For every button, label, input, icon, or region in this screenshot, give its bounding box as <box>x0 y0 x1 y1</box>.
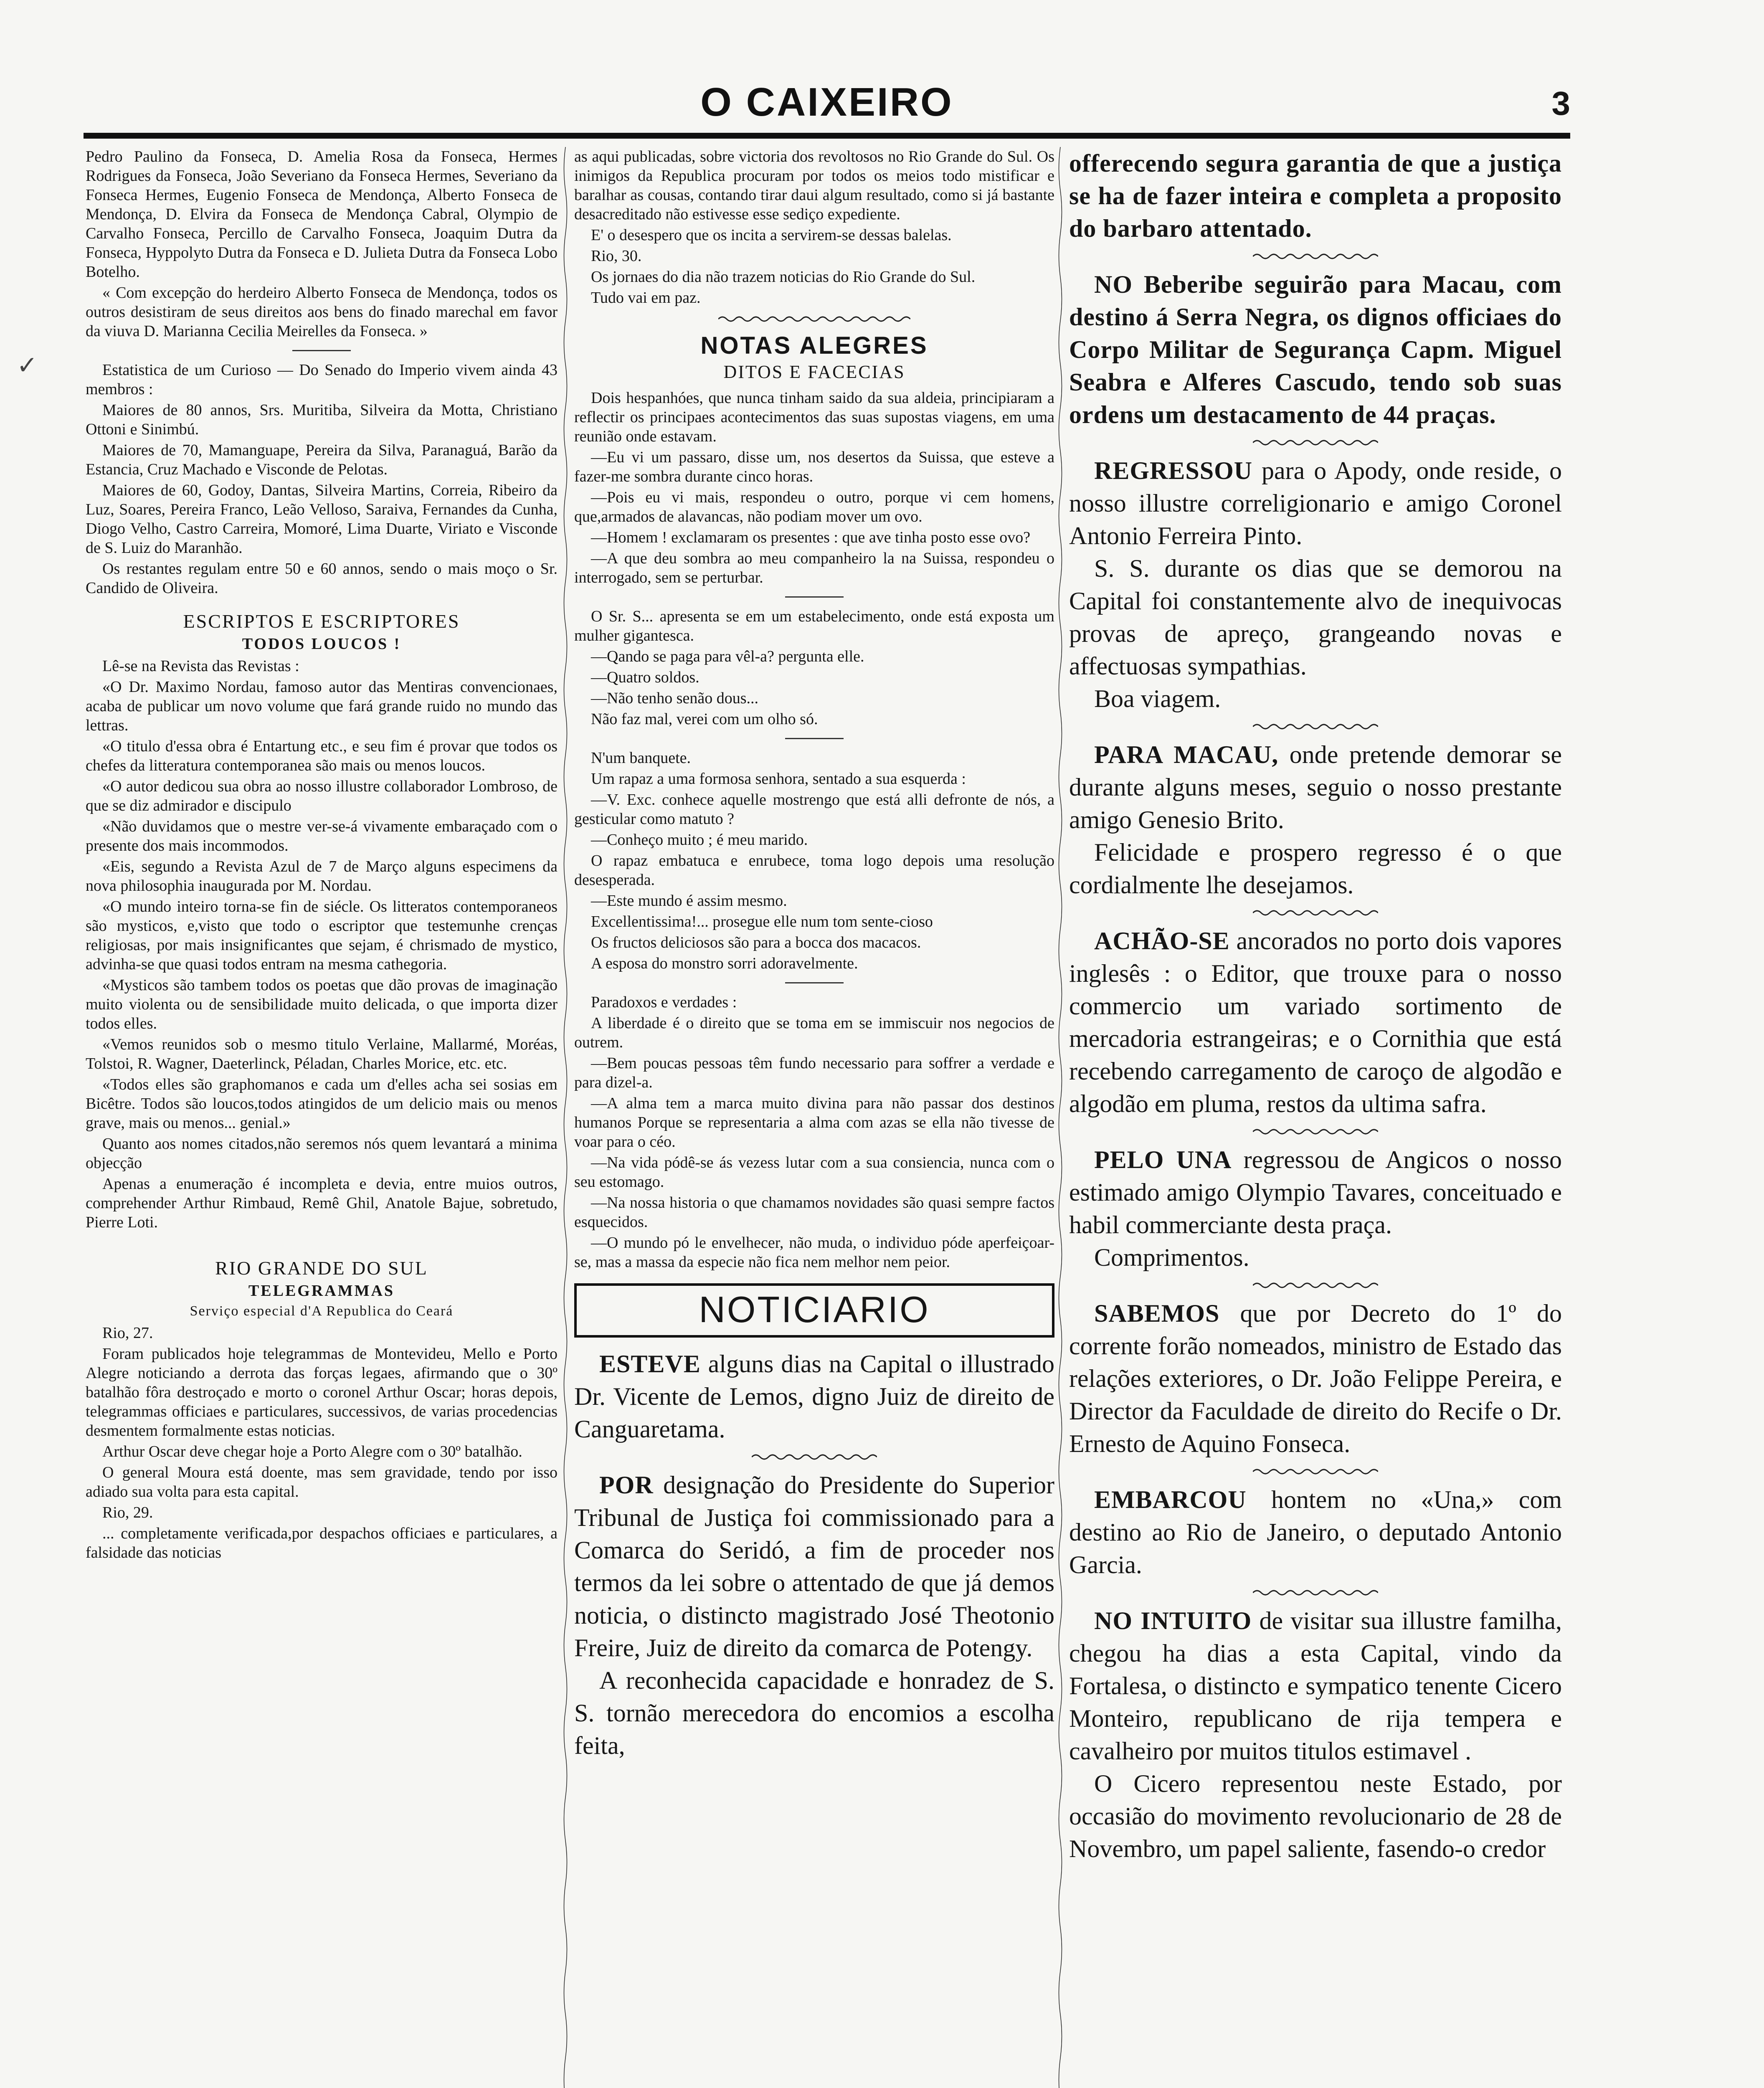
paragraph: Maiores de 70, Mamanguape, Pereira da Silva, Paranaguá, Barão da Estancia, Cruz Machado e Visconde de Pelotas. <box>86 441 558 478</box>
news-lead: PARA MACAU, <box>1094 741 1279 768</box>
news-text: alguns dias na Capital o illustrado Dr. Vicente de Lemos, digno Juiz de direito de Canguaretama. <box>574 1350 1054 1443</box>
news-item: Comprimentos. <box>1094 1244 1250 1271</box>
news-lead: ESTEVE <box>599 1350 701 1378</box>
dateline: Rio, 27. <box>102 1324 153 1342</box>
news-text: que por Decreto do 1º do corrente forão nomeados, ministro de Estado das relações exteriores, o Dr. João Felippe Pereira, e Director da Faculdade de direito do Recife o Dr. Ernesto de Aquino Fonseca. <box>1069 1300 1562 1457</box>
wavy-divider <box>1253 1128 1378 1136</box>
news-text: seguirão para Macau, com destino á Serra Negra, os dignos officiaes do Corpo Militar de Segurança Capm. Miguel Seabra e Alferes Cascudo, tendo sob suas ordens um destacamento de 44 praças. <box>1069 271 1562 428</box>
news-item <box>1069 1297 1562 1460</box>
paragraph: A esposa do monstro sorri adoravelmente. <box>591 955 858 972</box>
news-item <box>1069 738 1562 836</box>
paragraph: Os jornaes do dia não trazem noticias do Rio Grande do Sul. <box>591 268 976 286</box>
news-item <box>1069 454 1562 552</box>
paragraph: Paradoxos e verdades : <box>591 993 737 1011</box>
column-separator <box>1057 147 1064 2088</box>
paragraph: —A que deu sombra ao meu companheiro la na Suissa, respondeu o interrogado, sem se perturbar. <box>574 550 1054 586</box>
paragraph: «O titulo d'essa obra é Entartung etc., e seu fim é provar que todos os chefes da litteratura contemporanea são mais ou menos loucos. <box>86 737 558 774</box>
masthead: O CAIXEIRO <box>700 80 953 124</box>
column-1 <box>86 147 558 2088</box>
column-separator <box>562 147 569 2088</box>
dateline: Rio, 30. <box>591 247 642 265</box>
news-lead: PELO UNA <box>1094 1146 1232 1173</box>
section-subheading: TELEGRAMMAS <box>248 1282 395 1300</box>
paragraph: —Eu vi um passaro, disse um, nos desertos da Suissa, que esteve a fazer-me sombra durante cinco horas. <box>574 449 1054 485</box>
paragraph: N'um banquete. <box>591 749 691 767</box>
news-text: hontem no «Una,» com destino ao Rio de Janeiro, o deputado Antonio Garcia. <box>1069 1486 1562 1579</box>
paragraph: ... completamente verificada,por despachos officiaes e particulares, a falsidade das noticias <box>86 1525 558 1561</box>
paragraph: « Com excepção do herdeiro Alberto Fonseca de Mendonça, todos os outros desistiram de seus direitos aos bens do finado marechal em favor da viuva D. Marianna Cecilia Meirelles da Fonseca. » <box>86 284 558 340</box>
section-note: Serviço especial d'A Republica do Ceará <box>190 1303 454 1319</box>
paragraph: Dois hespanhóes, que nunca tinham saido da sua aldeia, principiaram a reflectir os principaes acontecimentos das suas supostas viagens, em uma reunião onde estavam. <box>574 389 1054 445</box>
news-lead: POR <box>599 1471 654 1499</box>
paragraph: Não faz mal, verei com um olho só. <box>591 710 818 728</box>
wavy-divider <box>1253 909 1378 917</box>
news-item: Felicidade e prospero regresso é o que cordialmente lhe desejamos. <box>1069 839 1562 899</box>
news-item <box>574 1469 1054 1664</box>
news-item <box>574 1348 1054 1445</box>
paragraph: Estatistica de um Curioso — Do Senado do Imperio vivem ainda 43 membros : <box>86 361 558 398</box>
section-heading: NOTAS ALEGRES <box>700 332 928 359</box>
column-2 <box>574 147 1054 2088</box>
paragraph: «O autor dedicou sua obra ao nosso illustre collaborador Lombroso, de que se diz admirador e discipulo <box>86 778 558 814</box>
paragraph: as aqui publicadas, sobre victoria dos revoltosos no Rio Grande do Sul. Os inimigos da Republica procuram por todos os meios todo mistificar e baralhar as cousas, contando tirar daui algum resultado, como si já bastante desacreditado não estivesse esse sediço expediente. <box>574 148 1054 223</box>
paragraph: Maiores de 80 annos, Srs. Muritiba, Silveira da Motta, Christiano Ottoni e Sinimbú. <box>86 401 558 438</box>
wavy-divider <box>1253 722 1378 731</box>
wavy-divider <box>1253 1467 1378 1476</box>
news-item: A reconhecida capacidade e honradez de S. S. tornão merecedora do encomios a escolha feita, <box>574 1667 1054 1759</box>
wavy-divider <box>1253 252 1378 261</box>
news-text: ancorados no porto dois vapores inglesês : o Editor, que trouxe para o nosso commercio um variado sortimento de mercadoria estrangeiras; e o Cornithia que está recebendo carregamento de caroço de algodão e algodão em pluma, restos da ultima safra. <box>1069 927 1562 1117</box>
page-header <box>84 79 1570 129</box>
news-item: offerecendo segura garantia de que a justiça se ha de fazer inteira e completa a proposito do barbaro attentado. <box>1069 150 1562 242</box>
margin-mark: ✓ <box>17 352 38 379</box>
news-lead: NO Beberibe <box>1094 271 1243 298</box>
paragraph: E' o desespero que os incita a servirem-se dessas balelas. <box>591 226 952 244</box>
noticiario-heading: NOTICIARIO <box>574 1283 1054 1338</box>
news-lead: EMBARCOU <box>1094 1486 1247 1513</box>
wavy-divider <box>1253 1589 1378 1597</box>
paragraph: Um rapaz a uma formosa senhora, sentado a sua esquerda : <box>591 770 966 788</box>
news-item <box>1069 268 1562 431</box>
paragraph: —Qando se paga para vêl-a? pergunta elle. <box>591 648 864 665</box>
paragraph: «Eis, segundo a Revista Azul de 7 de Março alguns especimens da nova philosophia inaugurada por M. Nordau. <box>86 858 558 894</box>
paragraph: «O mundo inteiro torna-se fin de siécle. Os litteratos contemporaneos são mysticos, e,visto que todo o escriptor que testemunhe crenças religiosas, por mais insignificantes que sejam, é chrismado de mystico, advinha-se que quasi todos entram na mesma cathegoria. <box>86 898 558 973</box>
paragraph: Os fructos deliciosos são para a bocca dos macacos. <box>591 934 921 951</box>
paragraph: —Na vida pódê-se ás vezess lutar com a sua consiencia, nunca com o seu estomago. <box>574 1154 1054 1191</box>
paragraph: —A alma tem a marca muito divina para não passar dos destinos humanos Porque se representaria a alma com azas se ella não tivesse de voar para o céo. <box>574 1095 1054 1150</box>
paragraph: Quanto aos nomes citados,não seremos nós quem levantará a minima objecção <box>86 1135 558 1172</box>
divider <box>785 982 844 983</box>
news-text: para o Apody, onde reside, o nosso illustre correligionario e amigo Coronel Antonio Ferreira Pinto. <box>1069 457 1562 550</box>
section-heading: ESCRIPTOS E ESCRIPTORES <box>183 611 460 632</box>
wavy-divider <box>718 315 910 323</box>
wavy-divider <box>752 1453 877 1461</box>
news-item: S. S. durante os dias que se demorou na Capital foi constantemente alvo de inequivocas provas de apreço, grangeando novas e affectuosas sympathias. <box>1069 555 1562 680</box>
paragraph: «Todos elles são graphomanos e cada um d'elles acha sei sosias em Bicêtre. Todos são loucos,todos atingidos de um delicio mais ou menos grave, mais ou menos... genial.» <box>86 1076 558 1132</box>
paragraph: Apenas a enumeração é incompleta e devia, entre muios outros, comprehender Arthur Rimbaud, Remê Ghil, Anatole Bajue, sobretudo, Pierre Loti. <box>86 1175 558 1231</box>
news-item <box>1069 1604 1562 1767</box>
wavy-divider <box>1253 1281 1378 1290</box>
section-subheading: DITOS E FACECIAS <box>723 362 905 382</box>
paragraph: —Pois eu vi mais, respondeu o outro, porque vi cem homens, que,armados de alavancas, não podiam mover um ovo. <box>574 489 1054 525</box>
news-item: O Cicero representou neste Estado, por occasião do movimento revolucionario de 28 de Novembro, um papel saliente, fasendo-o credor <box>1069 1770 1562 1862</box>
section-heading: RIO GRANDE DO SUL <box>215 1257 428 1279</box>
divider <box>785 738 844 739</box>
paragraph: «O Dr. Maximo Nordau, famoso autor das Mentiras convencionaes, acaba de publicar um novo volume que fará grande ruido no mundo das lettras. <box>86 678 558 734</box>
news-lead: ACHÃO-SE <box>1094 927 1230 955</box>
paragraph: Os restantes regulam entre 50 e 60 annos, sendo o mais moço o Sr. Candido de Oliveira. <box>86 560 558 597</box>
news-item <box>1069 1143 1562 1241</box>
paragraph: Foram publicados hoje telegrammas de Montevideu, Mello e Porto Alegre noticiando a derrota das forças legaes, afirmando que o 30º batalhão fôra destroçado e morto o coronel Arthur Oscar; horas depois, telegrammas officiaes e particulares, successivos, de varias procedencias desmentem formalmente estas noticias. <box>86 1345 558 1439</box>
news-text: designação do Presidente do Superior Tribunal de Justiça foi commissionado para a Comarca do Seridó, a fim de proceder nos termos da lei sobre o attentado de que já demos noticia, o distincto magistrado José Theotonio Freire, Juiz de direito da comarca de Potengy. <box>574 1471 1054 1662</box>
paragraph: —V. Exc. conhece aquelle mostrengo que está alli defronte de nós, a gesticular como matuto ? <box>574 791 1054 828</box>
paragraph: Pedro Paulino da Fonseca, D. Amelia Rosa da Fonseca, Hermes Rodrigues da Fonseca, João Severiano da Fonseca Hermes, Severiano da Fonseca Hermes, Eugenio Fonseca de Mendonça, Alberto Fonseca de Mendonça, D. Elvira da Fonseca de Mendonça Cabral, Olympio de Carvalho Fonseca, Percillo de Carvalho Fonseca, Joaquim Dutra da Fonseca, Hyppolyto Dutra da Fonseca e D. Julieta Dutra da Fonseca Lobo Botelho. <box>86 148 558 281</box>
divider <box>785 596 844 598</box>
paragraph: Arthur Oscar deve chegar hoje a Porto Alegre com o 30º batalhão. <box>102 1443 522 1460</box>
paragraph: A liberdade é o direito que se toma em se immiscuir nos negocios de outrem. <box>574 1014 1054 1051</box>
paragraph: Maiores de 60, Godoy, Dantas, Silveira Martins, Correia, Ribeiro da Luz, Soares, Pereira Franco, Leão Velloso, Saraiva, Fernandes da Cunha, Diogo Velho, Castro Carreira, Momoré, Lima Duarte, Viriato e Visconde de S. Luiz do Maranhão. <box>86 481 558 557</box>
news-text: de visitar sua illustre familha, chegou ha dias a esta Capital, vindo da Fortalesa, o distincto e sympatico tenente Cicero Monteiro, republicano de rija tempera e cavalheiro por muitos titulos estimavel . <box>1069 1607 1562 1765</box>
news-text: onde pretende demorar se durante alguns meses, seguio o nosso prestante amigo Genesio Brito. <box>1069 741 1562 834</box>
paragraph: —Bem poucas pessoas têm fundo necessario para soffrer a verdade e para dizel-a. <box>574 1054 1054 1091</box>
news-lead: SABEMOS <box>1094 1300 1220 1327</box>
paragraph: —Na nossa historia o que chamamos novidades são quasi sempre factos esquecidos. <box>574 1194 1054 1231</box>
news-item: Boa viagem. <box>1094 685 1221 712</box>
paragraph: Excellentissima!... prosegue elle num tom sente-cioso <box>591 913 933 930</box>
paragraph: —Conheço muito ; é meu marido. <box>591 831 808 849</box>
news-lead: REGRESSOU <box>1094 457 1253 484</box>
paragraph: —Quatro soldos. <box>591 669 700 686</box>
paragraph: —Este mundo é assim mesmo. <box>591 892 787 910</box>
paragraph: «Não duvidamos que o mestre ver-se-á vivamente embaraçado com o presente dos mais incommodos. <box>86 818 558 854</box>
paragraph: —Não tenho senão dous... <box>591 689 759 707</box>
paragraph: Tudo vai em paz. <box>591 289 701 307</box>
paragraph: «Vemos reunidos sob o mesmo titulo Verlaine, Mallarmé, Moréas, Tolstoi, R. Wagner, Daeterlinck, Péladan, Charles Morice, etc. etc. <box>86 1036 558 1072</box>
news-text: regressou de Angicos o nosso estimado amigo Olympio Tavares, conceituado e habil commerciante desta praça. <box>1069 1146 1562 1239</box>
page-number: 3 <box>1551 85 1570 122</box>
divider <box>292 350 351 351</box>
column-3 <box>1069 147 1562 2088</box>
news-item <box>1069 925 1562 1120</box>
paragraph: Lê-se na Revista das Revistas : <box>102 657 299 675</box>
section-subheading: TODOS LOUCOS ! <box>242 635 401 653</box>
dateline: Rio, 29. <box>102 1504 153 1521</box>
paragraph: O Sr. S... apresenta se em um estabelecimento, onde está exposta um mulher gigantesca. <box>574 608 1054 644</box>
paragraph: —O mundo pó le envelhecer, não muda, o individuo póde aperfeiçoar-se, mas a massa da especie não fica nem melhor nem peior. <box>574 1234 1054 1271</box>
paragraph: —Homem ! exclamaram os presentes : que ave tinha posto esse ovo? <box>591 529 1031 546</box>
news-item <box>1069 1483 1562 1581</box>
news-lead: NO INTUITO <box>1094 1607 1252 1634</box>
header-rule <box>84 133 1570 139</box>
paragraph: O rapaz embatuca e enrubece, toma logo depois uma resolução desesperada. <box>574 852 1054 889</box>
paragraph: «Mysticos são tambem todos os poetas que dão provas de imaginação muito violenta ou de sensibilidade muito delicada, o que importa dizer todos elles. <box>86 976 558 1032</box>
wavy-divider <box>1253 438 1378 447</box>
paragraph: O general Moura está doente, mas sem gravidade, tendo por isso adiado sua volta para esta capital. <box>86 1464 558 1500</box>
